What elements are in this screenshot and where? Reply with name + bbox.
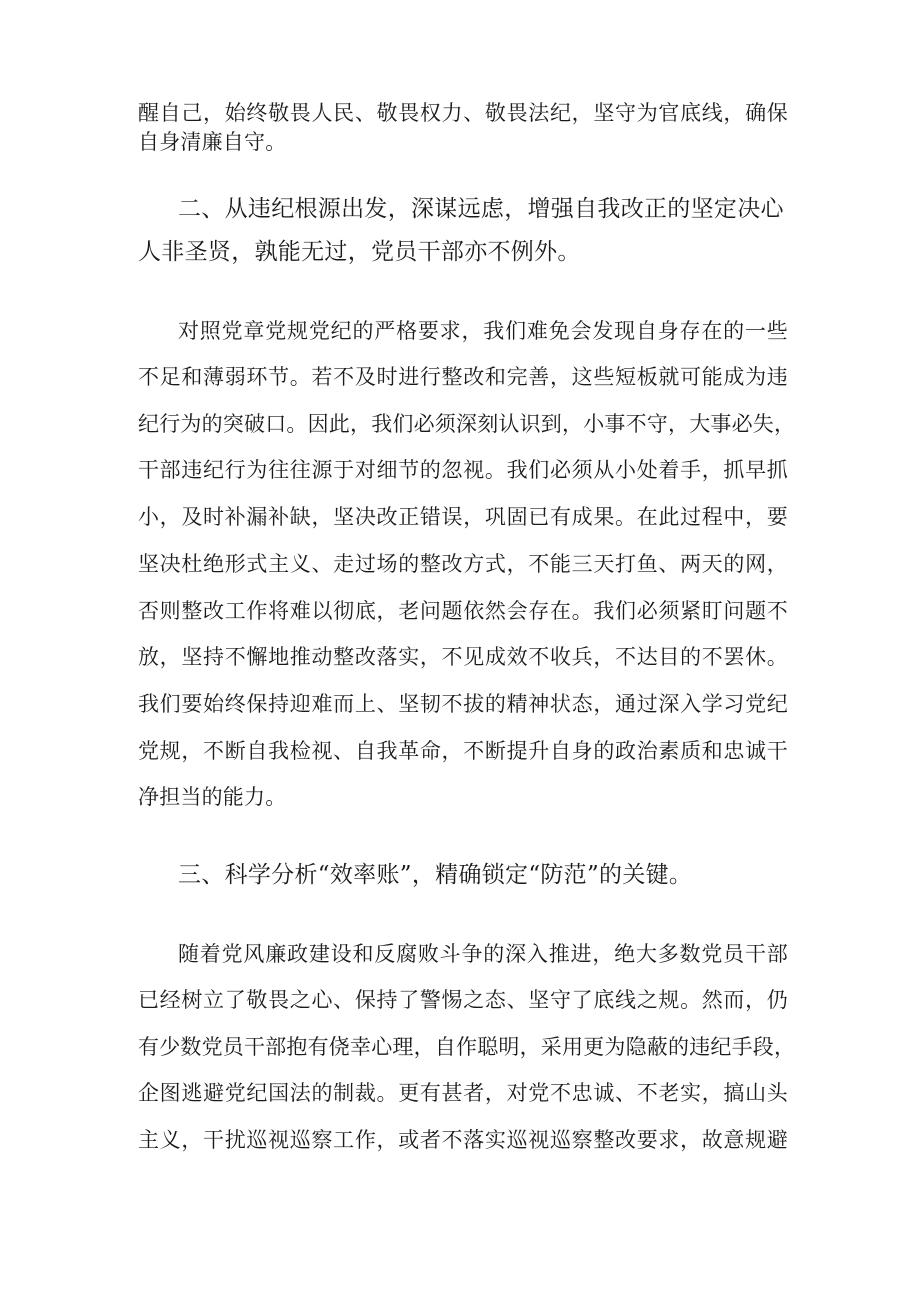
section-3-heading: 三、科学分析“效率账”，精确锁定“防范”的关键。 [178,862,693,888]
paragraph-3-line-9: 我们要始终保持迎难而上、坚韧不拔的精神状态，通过深入学习党纪 [138,692,788,716]
paragraph-3-line-8: 放，坚持不懈地推动整改落实，不见成效不收兵，不达目的不罢休。 [138,645,788,669]
paragraph-3-line-2: 不足和薄弱环节。若不及时进行整改和完善，这些短板就可能成为违 [138,365,788,389]
section-2-heading: 二、从违纪根源出发，深谋远虑，增强自我改正的坚定决心 [178,196,784,222]
paragraph-1-line-2: 自身清廉自守。 [138,130,287,154]
paragraph-5-line-5: 主义，干扰巡视巡察工作，或者不落实巡视巡察整改要求，故意规避 [138,1128,788,1152]
paragraph-3-line-11: 净担当的能力。 [138,785,287,809]
paragraph-5-line-3: 有少数党员干部抱有侥幸心理，自作聪明，采用更为隐蔽的违纪手段， [138,1035,796,1059]
paragraph-5-line-1: 随着党风廉政建设和反腐败斗争的深入推进，绝大多数党员干部 [178,942,788,966]
paragraph-3-line-3: 纪行为的突破口。因此，我们必须深刻认识到，小事不守，大事必失， [138,412,796,436]
paragraph-3-line-7: 否则整改工作将难以彻底，老问题依然会存在。我们必须紧盯问题不 [138,599,788,623]
paragraph-3-line-1: 对照党章党规党纪的严格要求，我们难免会发现自身存在的一些 [178,319,788,343]
paragraph-3-line-10: 党规，不断自我检视、自我革命，不断提升自身的政治素质和忠诚干 [138,739,788,763]
paragraph-3-line-5: 小，及时补漏补缺，坚决改正错误，巩固已有成果。在此过程中，要 [138,505,788,529]
paragraph-5-line-4: 企图逃避党纪国法的制裁。更有甚者，对党不忠诚、不老实，搞山头 [138,1081,788,1105]
paragraph-3-line-6: 坚决杜绝形式主义、走过场的整改方式，不能三天打鱼、两天的网， [138,552,788,576]
section-2-intro: 人非圣贤，孰能无过，党员干部亦不例外。 [138,239,581,265]
paragraph-1-line-1: 醒自己，始终敬畏人民、敬畏权力、敬畏法纪，坚守为官底线，确保 [138,101,788,125]
paragraph-3-line-4: 干部违纪行为往往源于对细节的忽视。我们必须从小处着手，抓早抓 [138,458,788,482]
paragraph-5-line-2: 已经树立了敬畏之心、保持了警惕之态、坚守了底线之规。然而，仍 [138,988,788,1012]
